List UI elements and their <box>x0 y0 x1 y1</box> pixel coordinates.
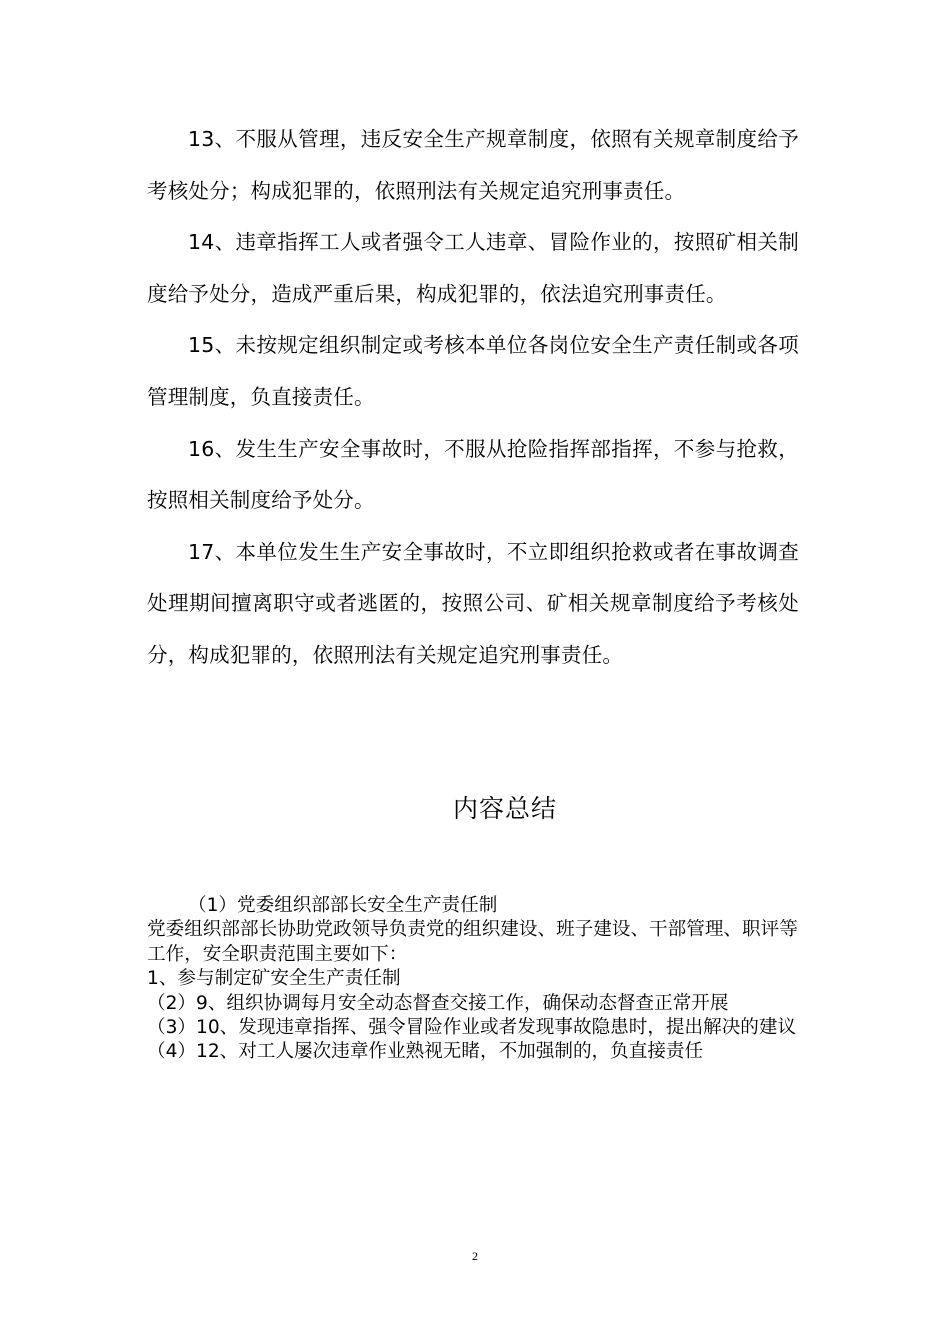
summary-section <box>147 894 802 1065</box>
paragraph-15: 15、未按规定组织制定或考核本单位各岗位安全生产责任制或各项管理制度，负直接责任。 <box>147 333 799 409</box>
paragraph-13: 13、不服从管理，违反安全生产规章制度，依照有关规章制度给予考核处分；构成犯罪的，依照刑法有关规定追究刑事责任。 <box>147 127 799 203</box>
summary-title: 内容总结 <box>452 794 557 823</box>
body-text <box>147 114 799 682</box>
summary-line-6: （4）12、对工人屡次违章作业熟视无睹，不加强制的，负直接责任 <box>147 1041 704 1063</box>
paragraph-16: 16、发生生产安全事故时，不服从抢险指挥部指挥，不参与抢救，按照相关制度给予处分。 <box>147 436 799 513</box>
summary-line-3: 1、参与制定矿安全生产责任制 <box>147 968 401 990</box>
summary-line-2: 党委组织部部长协助党政领导负责党的组织建设、班子建设、干部管理、职评等工作，安全职责范围主要如下： <box>147 919 798 965</box>
summary-line-1: （1）党委组织部部长安全生产责任制 <box>188 895 498 916</box>
summary-line-4: （2）9、组织协调每月安全动态督查交接工作，确保动态督查正常开展 <box>147 992 729 1014</box>
paragraph-17: 17、本单位发生生产安全事故时，不立即组织抢救或者在事故调查处理期间擅离职守或者逃匿的，按照公司、矿相关规章制度给予考核处分，构成犯罪的，依照刑法有关规定追究刑事责任。 <box>147 539 799 667</box>
paragraph-14: 14、违章指挥工人或者强令工人违章、冒险作业的，按照矿相关制度给予处分，造成严重后果，构成犯罪的，依法追究刑事责任。 <box>147 230 799 306</box>
summary-line-5: （3）10、发现违章指挥、强令冒险作业或者发现事故隐患时，提出解决的建议 <box>147 1017 797 1039</box>
page-number: 2 <box>472 1249 478 1263</box>
